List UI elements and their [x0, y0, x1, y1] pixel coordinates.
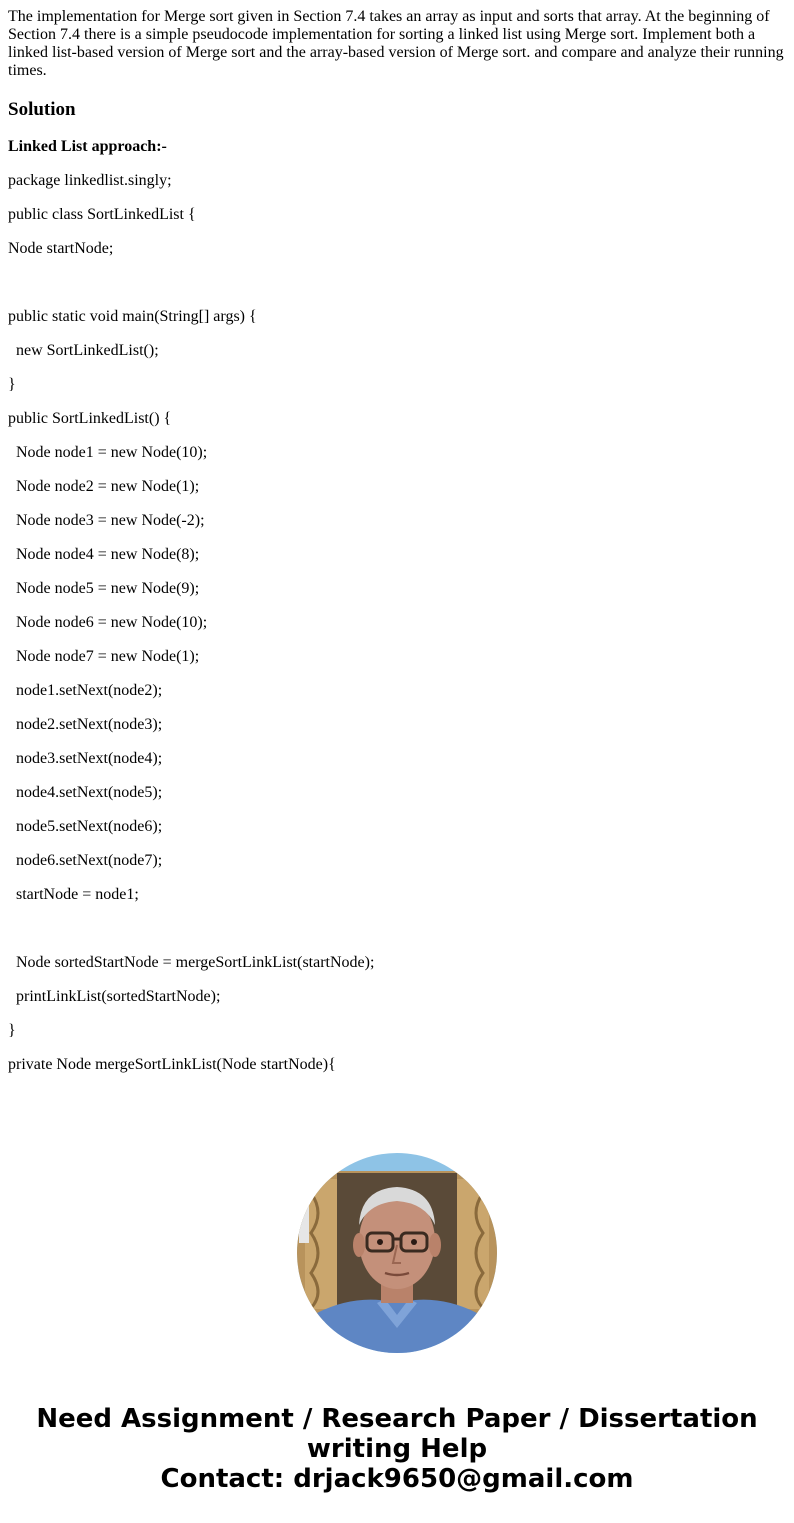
code-line: node4.setNext(node5); [8, 784, 163, 801]
code-line: public SortLinkedList() { [8, 410, 172, 427]
code-line: Node node6 = new Node(10); [8, 614, 208, 631]
code-line: public static void main(String[] args) { [8, 308, 257, 325]
promo-banner [0, 1404, 794, 1494]
code-line: Node node1 = new Node(10); [8, 444, 208, 461]
code-line: } [8, 376, 16, 393]
code-line: Node node4 = new Node(8); [8, 546, 200, 563]
code-listing [8, 139, 786, 1091]
code-line: Node node5 = new Node(9); [8, 580, 200, 597]
avatar-portrait [297, 1153, 497, 1353]
promo-line-2: writing Help [306, 1434, 488, 1464]
code-line [8, 921, 786, 955]
code-line: } [8, 1022, 16, 1039]
code-line: Node node7 = new Node(1); [8, 648, 200, 665]
approach-label: Linked List approach:- [8, 138, 167, 155]
code-line: Node node3 = new Node(-2); [8, 512, 205, 529]
code-line: node1.setNext(node2); [8, 682, 163, 699]
code-line: startNode = node1; [8, 886, 139, 903]
code-line: node5.setNext(node6); [8, 818, 163, 835]
avatar [297, 1153, 497, 1353]
code-line [8, 275, 786, 309]
code-line: node6.setNext(node7); [8, 852, 163, 869]
code-line: package linkedlist.singly; [8, 172, 172, 189]
code-line: public class SortLinkedList { [8, 206, 196, 223]
promo-contact: Contact: drjack9650@gmail.com [160, 1464, 634, 1494]
promo-line-1: Need Assignment / Research Paper / Dissertation [36, 1404, 758, 1434]
code-line: Node sortedStartNode = mergeSortLinkList(startNode); [8, 954, 375, 971]
solution-heading: Solution [8, 99, 76, 120]
question-text: The implementation for Merge sort given in Section 7.4 takes an array as input and sorts that array. At the beginning of Section 7.4 there is a simple pseudocode implementation for sorting a linked list using Merge sort. Implement both a linked list-based version of Merge sort and the array-based version of Merge sort. and compare and analyze their running times. [8, 8, 784, 79]
code-line: node2.setNext(node3); [8, 716, 163, 733]
code-line: Node startNode; [8, 240, 114, 257]
document-body [8, 8, 786, 1091]
code-line: node3.setNext(node4); [8, 750, 163, 767]
code-line: private Node mergeSortLinkList(Node startNode){ [8, 1056, 336, 1073]
code-line: printLinkList(sortedStartNode); [8, 988, 221, 1005]
code-line: new SortLinkedList(); [8, 342, 159, 359]
code-line: Node node2 = new Node(1); [8, 478, 200, 495]
